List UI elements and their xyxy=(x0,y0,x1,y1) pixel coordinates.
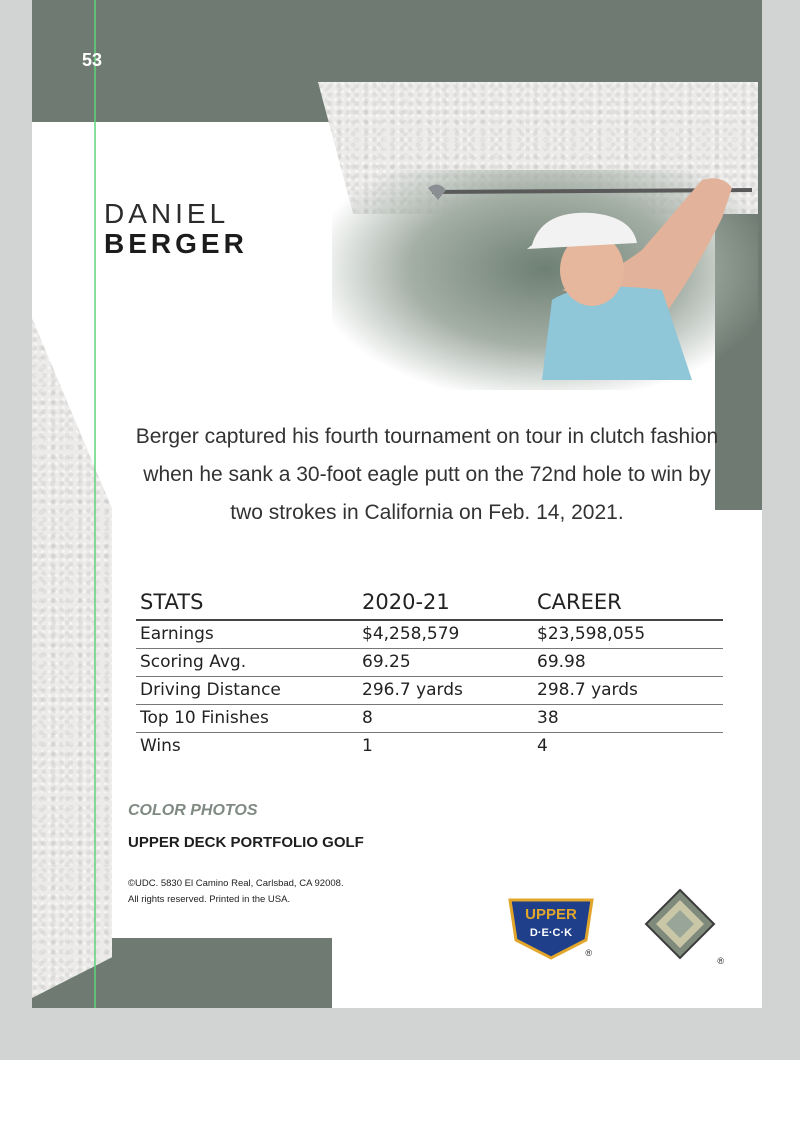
stat-label: Scoring Avg. xyxy=(140,652,247,672)
stat-label: Driving Distance xyxy=(140,680,281,700)
legal-line: All rights reserved. Printed in the USA. xyxy=(128,894,291,905)
stat-label: Wins xyxy=(140,736,181,756)
stat-season-value: 8 xyxy=(362,708,373,728)
stat-career-value: 4 xyxy=(537,736,548,756)
card-number: 53 xyxy=(82,50,103,70)
stat-season-value: 1 xyxy=(362,736,373,756)
golfer-cap xyxy=(527,213,637,249)
stat-career-value: 298.7 yards xyxy=(537,680,638,700)
stats-row xyxy=(136,705,723,733)
legal-line: ©UDC. 5830 El Camino Real, Carlsbad, CA 92008. xyxy=(128,878,344,889)
logo-registered-mark: ® xyxy=(585,948,592,958)
stat-season-value: 296.7 yards xyxy=(362,680,463,700)
stats-header-career: CAREER xyxy=(537,590,622,614)
stats-row xyxy=(136,649,723,677)
photo-credit: COLOR PHOTOS xyxy=(128,802,258,819)
player-photo xyxy=(332,170,758,390)
stat-label: Earnings xyxy=(140,624,214,644)
stat-career-value: 38 xyxy=(537,708,559,728)
stat-season-value: 69.25 xyxy=(362,652,411,672)
stat-career-value: $23,598,055 xyxy=(537,624,646,644)
player-first-name: DANIEL xyxy=(104,198,230,229)
scan-edge-line xyxy=(94,0,96,1008)
hologram-registered-mark: ® xyxy=(717,956,724,966)
logo-text-bottom: D·E·C·K xyxy=(529,927,573,939)
hologram-badge xyxy=(644,886,730,972)
stats-row xyxy=(136,677,723,705)
player-bio: Berger captured his fourth tournament on tour in clutch fashion when he sank a 30-foot eagle putt on the 72nd hole to win by two strokes in California on Feb. 14, 2021. xyxy=(135,425,719,524)
stats-header-label: STATS xyxy=(140,590,204,614)
stat-career-value: 69.98 xyxy=(537,652,586,672)
player-last-name: BERGER xyxy=(104,228,248,259)
stats-header-row xyxy=(136,585,723,621)
golfer-illustration xyxy=(332,170,758,390)
stats-row xyxy=(136,621,723,649)
stats-header-season: 2020-21 xyxy=(362,590,450,614)
legal-text xyxy=(128,876,344,908)
stat-season-value: $4,258,579 xyxy=(362,624,460,644)
stats-row xyxy=(136,733,723,760)
logo-text-top: UPPER xyxy=(525,906,577,923)
stat-label: Top 10 Finishes xyxy=(140,708,269,728)
golf-club-head xyxy=(428,184,446,200)
upper-deck-logo xyxy=(506,892,596,962)
trading-card-back xyxy=(32,0,762,1008)
stats-table xyxy=(136,585,723,760)
set-name: UPPER DECK PORTFOLIO GOLF xyxy=(128,834,364,851)
